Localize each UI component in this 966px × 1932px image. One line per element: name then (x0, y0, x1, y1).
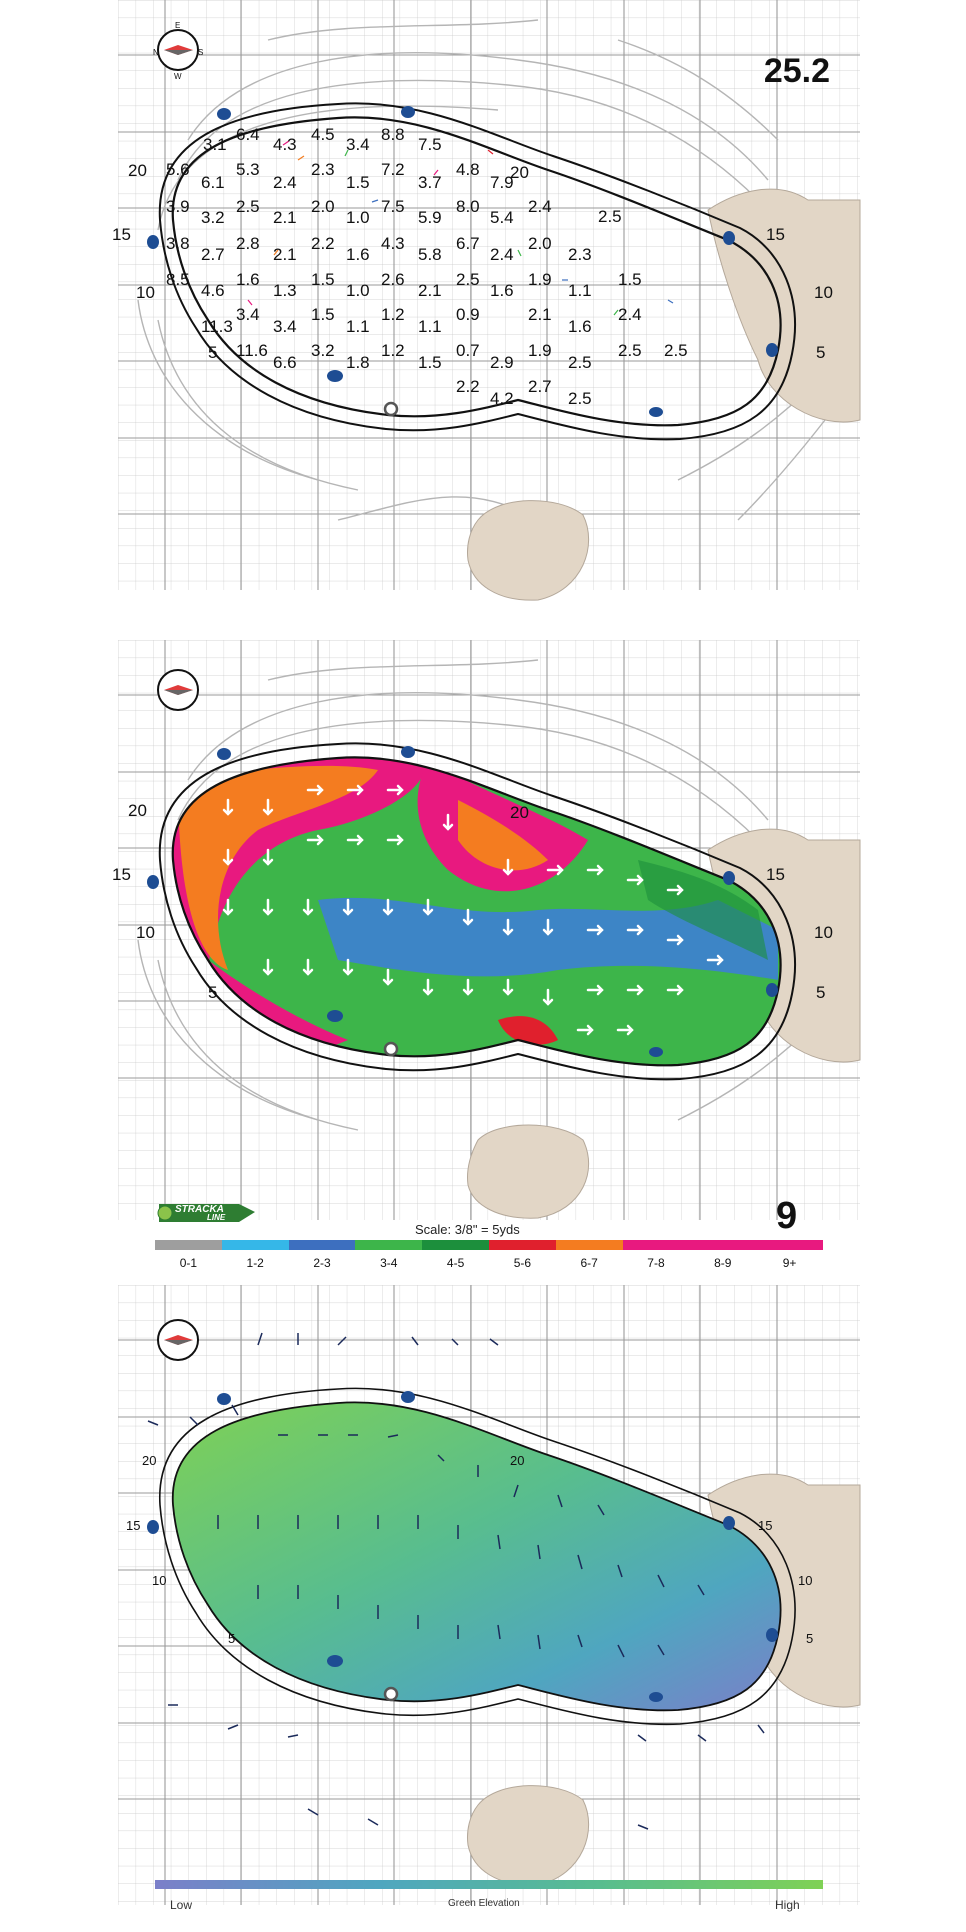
svg-text:2.5: 2.5 (456, 270, 480, 289)
svg-text:1.6: 1.6 (490, 281, 514, 300)
svg-text:10: 10 (814, 923, 833, 942)
legend-label: 5-6 (513, 1256, 532, 1270)
legend-label: 7-8 (647, 1256, 665, 1270)
legend-label: 8-9 (714, 1256, 732, 1270)
svg-text:S: S (198, 48, 204, 57)
svg-text:1.1: 1.1 (346, 317, 370, 336)
svg-text:1.5: 1.5 (311, 270, 335, 289)
svg-text:20: 20 (128, 161, 147, 180)
legend-swatch (556, 1240, 623, 1250)
svg-text:5: 5 (816, 983, 826, 1002)
svg-text:20: 20 (510, 163, 529, 182)
svg-text:1.1: 1.1 (568, 281, 592, 300)
svg-text:3.9: 3.9 (166, 197, 190, 216)
svg-text:5.6: 5.6 (166, 160, 190, 179)
svg-text:1.3: 1.3 (273, 281, 297, 300)
svg-text:5: 5 (208, 983, 218, 1002)
svg-text:1.2: 1.2 (381, 341, 405, 360)
svg-text:5: 5 (816, 343, 826, 362)
svg-text:3.8: 3.8 (166, 234, 190, 253)
svg-text:6.4: 6.4 (236, 125, 260, 144)
svg-text:1.0: 1.0 (346, 208, 370, 227)
legend-label: 4-5 (446, 1256, 465, 1270)
svg-text:8.5: 8.5 (166, 270, 190, 289)
svg-text:1.1: 1.1 (418, 317, 442, 336)
svg-text:3.2: 3.2 (201, 208, 225, 227)
elevation-gradient-bar (155, 1880, 823, 1889)
legend-swatch (355, 1240, 422, 1250)
svg-text:7.5: 7.5 (381, 197, 405, 216)
svg-text:15: 15 (766, 865, 785, 884)
svg-text:5: 5 (228, 1631, 236, 1646)
legend-label: 2-3 (313, 1256, 331, 1270)
svg-text:1.9: 1.9 (528, 341, 552, 360)
svg-text:1.5: 1.5 (311, 305, 335, 324)
svg-text:6.1: 6.1 (201, 173, 225, 192)
svg-text:2.4: 2.4 (273, 173, 297, 192)
slope-legend-bar (155, 1240, 823, 1250)
svg-text:20: 20 (510, 803, 529, 822)
svg-text:7.9: 7.9 (490, 173, 514, 192)
svg-text:2.3: 2.3 (311, 160, 335, 179)
svg-text:10: 10 (136, 923, 155, 942)
svg-text:2.1: 2.1 (273, 208, 297, 227)
svg-text:2.5: 2.5 (618, 341, 642, 360)
svg-text:4.2: 4.2 (490, 389, 514, 408)
svg-text:5: 5 (806, 1631, 814, 1646)
svg-text:2.1: 2.1 (528, 305, 552, 324)
svg-text:4.3: 4.3 (273, 135, 297, 154)
legend-swatch (623, 1240, 690, 1250)
legend-swatch (289, 1240, 356, 1250)
svg-text:2.0: 2.0 (311, 197, 335, 216)
svg-text:2.4: 2.4 (490, 245, 514, 264)
svg-text:10: 10 (814, 283, 833, 302)
svg-text:2.3: 2.3 (568, 245, 592, 264)
svg-text:0.9: 0.9 (456, 305, 480, 324)
svg-text:7.2: 7.2 (381, 160, 405, 179)
svg-text:2.7: 2.7 (201, 245, 225, 264)
svg-text:3.4: 3.4 (236, 305, 260, 324)
svg-text:2.2: 2.2 (311, 234, 335, 253)
svg-text:20: 20 (510, 1453, 525, 1468)
svg-text:20: 20 (128, 801, 147, 820)
svg-text:STRACKA: STRACKA (175, 1204, 224, 1215)
svg-text:4.3: 4.3 (381, 234, 405, 253)
svg-text:3.7: 3.7 (418, 173, 442, 192)
legend-swatch (222, 1240, 289, 1250)
svg-text:2.0: 2.0 (528, 234, 552, 253)
legend-label: 0-1 (179, 1256, 198, 1270)
svg-text:3.4: 3.4 (346, 135, 370, 154)
elevation-title: Green Elevation (448, 1898, 520, 1909)
legend-swatch (155, 1240, 222, 1250)
stracka-line-logo (157, 1196, 257, 1228)
svg-text:2.2: 2.2 (456, 377, 480, 396)
svg-text:1.0: 1.0 (346, 281, 370, 300)
svg-text:4.5: 4.5 (311, 125, 335, 144)
svg-text:3.1: 3.1 (203, 135, 227, 154)
svg-text:2.5: 2.5 (568, 353, 592, 372)
svg-text:2.4: 2.4 (618, 305, 642, 324)
slope-number-map (112, 0, 860, 590)
svg-text:2.8: 2.8 (236, 234, 260, 253)
legend-swatch (489, 1240, 556, 1250)
svg-text:7.5: 7.5 (418, 135, 442, 154)
svg-text:W: W (174, 72, 182, 81)
svg-text:4.6: 4.6 (201, 281, 225, 300)
svg-text:N: N (153, 48, 159, 57)
legend-label: 6-7 (580, 1256, 598, 1270)
svg-text:5: 5 (208, 343, 218, 362)
elevation-low-label: Low (170, 1898, 193, 1912)
elevation-high-label: High (775, 1898, 800, 1912)
svg-text:E: E (175, 21, 181, 30)
svg-text:6.7: 6.7 (456, 234, 480, 253)
svg-text:1.5: 1.5 (418, 353, 442, 372)
svg-text:5.3: 5.3 (236, 160, 260, 179)
svg-text:1.6: 1.6 (236, 270, 260, 289)
svg-text:20: 20 (142, 1453, 157, 1468)
svg-text:2.4: 2.4 (528, 197, 552, 216)
svg-text:15: 15 (126, 1518, 141, 1533)
svg-text:2.9: 2.9 (490, 353, 514, 372)
svg-text:1.6: 1.6 (346, 245, 370, 264)
svg-text:1.5: 1.5 (618, 270, 642, 289)
svg-text:1.9: 1.9 (528, 270, 552, 289)
svg-text:2.5: 2.5 (568, 389, 592, 408)
hole-number: 9 (776, 1195, 798, 1237)
legend-swatch (422, 1240, 489, 1250)
svg-text:15: 15 (758, 1518, 773, 1533)
svg-text:10: 10 (152, 1573, 167, 1588)
svg-text:0.7: 0.7 (456, 341, 480, 360)
slope-heatmap (112, 640, 860, 1220)
svg-text:2.5: 2.5 (236, 197, 260, 216)
legend-label: 3-4 (380, 1256, 398, 1270)
svg-text:LINE: LINE (207, 1213, 226, 1222)
svg-text:5.4: 5.4 (490, 208, 514, 227)
svg-text:15: 15 (112, 225, 131, 244)
legend-label: 9+ (782, 1256, 797, 1270)
svg-text:1.6: 1.6 (568, 317, 592, 336)
svg-text:3.2: 3.2 (311, 341, 335, 360)
legend-swatch (689, 1240, 756, 1250)
slope-legend-labels (155, 1256, 823, 1270)
svg-text:3.4: 3.4 (273, 317, 297, 336)
svg-text:15: 15 (112, 865, 131, 884)
legend-label: 1-2 (246, 1256, 264, 1270)
svg-text:10: 10 (136, 283, 155, 302)
svg-text:2.1: 2.1 (418, 281, 442, 300)
svg-text:8.0: 8.0 (456, 197, 480, 216)
svg-text:10: 10 (798, 1573, 813, 1588)
svg-text:15: 15 (766, 225, 785, 244)
svg-text:2.6: 2.6 (381, 270, 405, 289)
svg-text:1.5: 1.5 (346, 173, 370, 192)
svg-text:2.1: 2.1 (273, 245, 297, 264)
svg-text:4.8: 4.8 (456, 160, 480, 179)
svg-text:2.7: 2.7 (528, 377, 552, 396)
svg-text:1.2: 1.2 (381, 305, 405, 324)
svg-text:6.6: 6.6 (273, 353, 297, 372)
elevation-map (118, 1285, 860, 1905)
svg-text:2.5: 2.5 (598, 207, 622, 226)
svg-text:8.8: 8.8 (381, 125, 405, 144)
legend-swatch (756, 1240, 823, 1250)
svg-text:1.8: 1.8 (346, 353, 370, 372)
svg-text:11.6: 11.6 (236, 341, 268, 360)
svg-text:11.3: 11.3 (201, 317, 233, 336)
svg-text:5.8: 5.8 (418, 245, 442, 264)
scale-note: Scale: 3/8" = 5yds (415, 1222, 520, 1237)
hole-distance: 25.2 (763, 52, 830, 90)
svg-text:5.9: 5.9 (418, 208, 442, 227)
svg-text:2.5: 2.5 (664, 341, 688, 360)
